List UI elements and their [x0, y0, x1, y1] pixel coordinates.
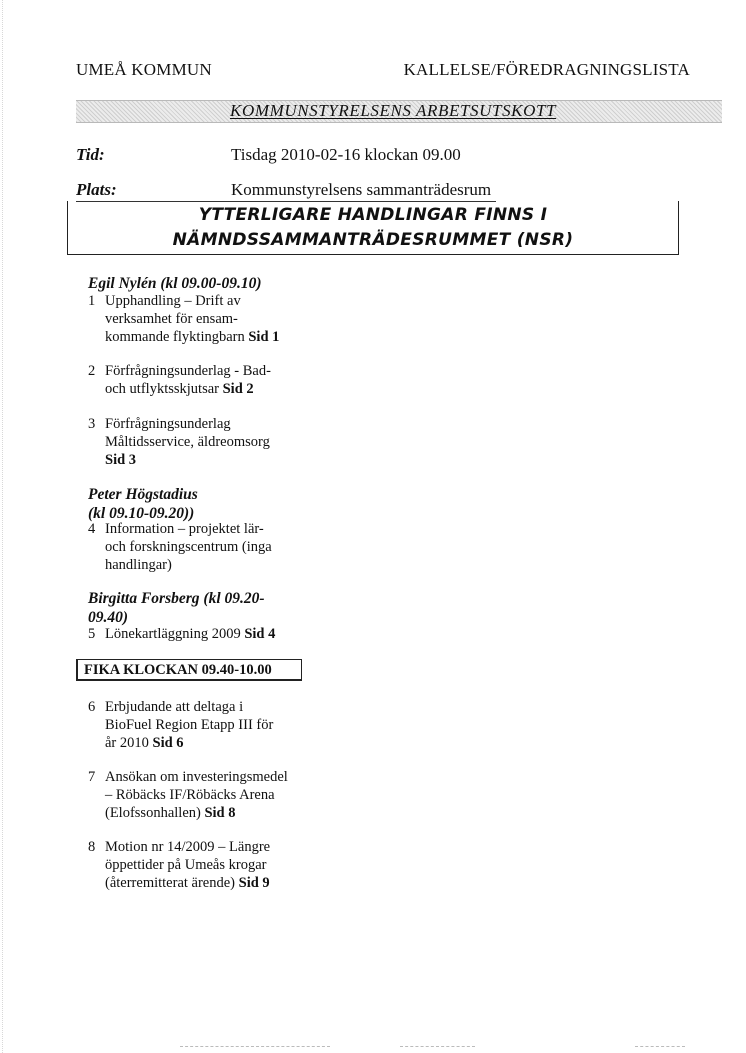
- item-number: 4: [88, 521, 96, 537]
- committee-name: KOMMUNSTYRELSENS ARBETSUTSKOTT: [230, 101, 557, 120]
- item-page-ref: Sid 1: [248, 329, 280, 345]
- list-item-2: [105, 362, 271, 398]
- item-line: kommande flyktingbarn: [105, 329, 245, 345]
- place-value: Kommunstyrelsens sammanträdesrum: [231, 180, 492, 199]
- presenter-line: Birgitta Forsberg (kl 09.20-: [88, 590, 265, 607]
- presenter-birgitta: [88, 589, 265, 627]
- list-item-6: [105, 698, 273, 752]
- item-number: 6: [88, 699, 96, 715]
- place-label: Plats:: [76, 180, 117, 199]
- item-line: öppettider på Umeås krogar: [105, 857, 267, 873]
- list-item-4: [105, 520, 272, 574]
- time-label: Tid:: [76, 145, 105, 164]
- item-line: år 2010: [105, 735, 149, 751]
- item-page-ref: Sid 8: [204, 805, 236, 821]
- item-line: (Elofssonhallen): [105, 805, 201, 821]
- item-line: och forskningscentrum (inga: [105, 539, 272, 555]
- item-line: Erbjudande att deltaga i: [105, 699, 244, 715]
- item-line: handlingar): [105, 557, 172, 573]
- item-number: 3: [88, 416, 96, 432]
- item-line: Upphandling – Drift av: [105, 293, 241, 309]
- item-line: Förfrågningsunderlag - Bad-: [105, 363, 271, 379]
- item-number: 5: [88, 626, 96, 642]
- list-item-3: [105, 415, 270, 469]
- presenter-line: (kl 09.10-09.20)): [88, 505, 195, 522]
- item-number: 2: [88, 363, 96, 379]
- item-number: 7: [88, 769, 96, 785]
- item-page-ref: Sid 2: [222, 381, 254, 397]
- item-line: – Röbäcks IF/Röbäcks Arena: [105, 787, 275, 803]
- item-page-ref: Sid 4: [244, 626, 276, 642]
- list-item-8: [105, 838, 270, 892]
- document-type: KALLELSE/FÖREDRAGNINGSLISTA: [403, 60, 690, 79]
- item-page-ref: Sid 6: [152, 735, 184, 751]
- item-line: Förfrågningsunderlag: [105, 416, 231, 432]
- scan-artifact: [635, 1046, 685, 1047]
- presenter-peter: [88, 485, 198, 523]
- list-item-1: [105, 292, 279, 346]
- item-line: och utflyktsskjutsar: [105, 381, 219, 397]
- presenter-egil: Egil Nylén (kl 09.00-09.10): [88, 275, 262, 292]
- notice-line-1: YTTERLIGARE HANDLINGAR FINNS I: [198, 205, 548, 225]
- presenter-line: 09.40): [88, 609, 129, 626]
- item-line: Information – projektet lär-: [105, 521, 264, 537]
- notice-line-2: NÄMNDSSAMMANTRÄDESRUMMET (NSR): [172, 230, 574, 250]
- item-line: verksamhet för ensam-: [105, 311, 238, 327]
- item-line: Motion nr 14/2009 – Längre: [105, 839, 271, 855]
- item-page-ref: Sid 9: [238, 875, 270, 891]
- item-number: 8: [88, 839, 96, 855]
- presenter-line: Peter Högstadius: [88, 486, 198, 503]
- scan-margin-marks: [2, 0, 4, 1053]
- scan-artifact: [400, 1046, 475, 1047]
- item-page-ref: Sid 3: [105, 452, 137, 468]
- item-line: Lönekartläggning 2009: [105, 626, 241, 642]
- coffee-break-box: FIKA KLOCKAN 09.40-10.00: [76, 659, 302, 681]
- item-line: Måltidsservice, äldreomsorg: [105, 434, 270, 450]
- item-line: (återremitterat ärende): [105, 875, 236, 891]
- list-item-7: [105, 768, 288, 822]
- time-value: Tisdag 2010-02-16 klockan 09.00: [231, 145, 461, 164]
- org-name: UMEÅ KOMMUN: [76, 60, 212, 79]
- list-item-5: [105, 625, 275, 643]
- item-line: Ansökan om investeringsmedel: [105, 769, 288, 785]
- item-number: 1: [88, 293, 96, 309]
- item-line: BioFuel Region Etapp III för: [105, 717, 274, 733]
- scan-artifact: [180, 1046, 330, 1047]
